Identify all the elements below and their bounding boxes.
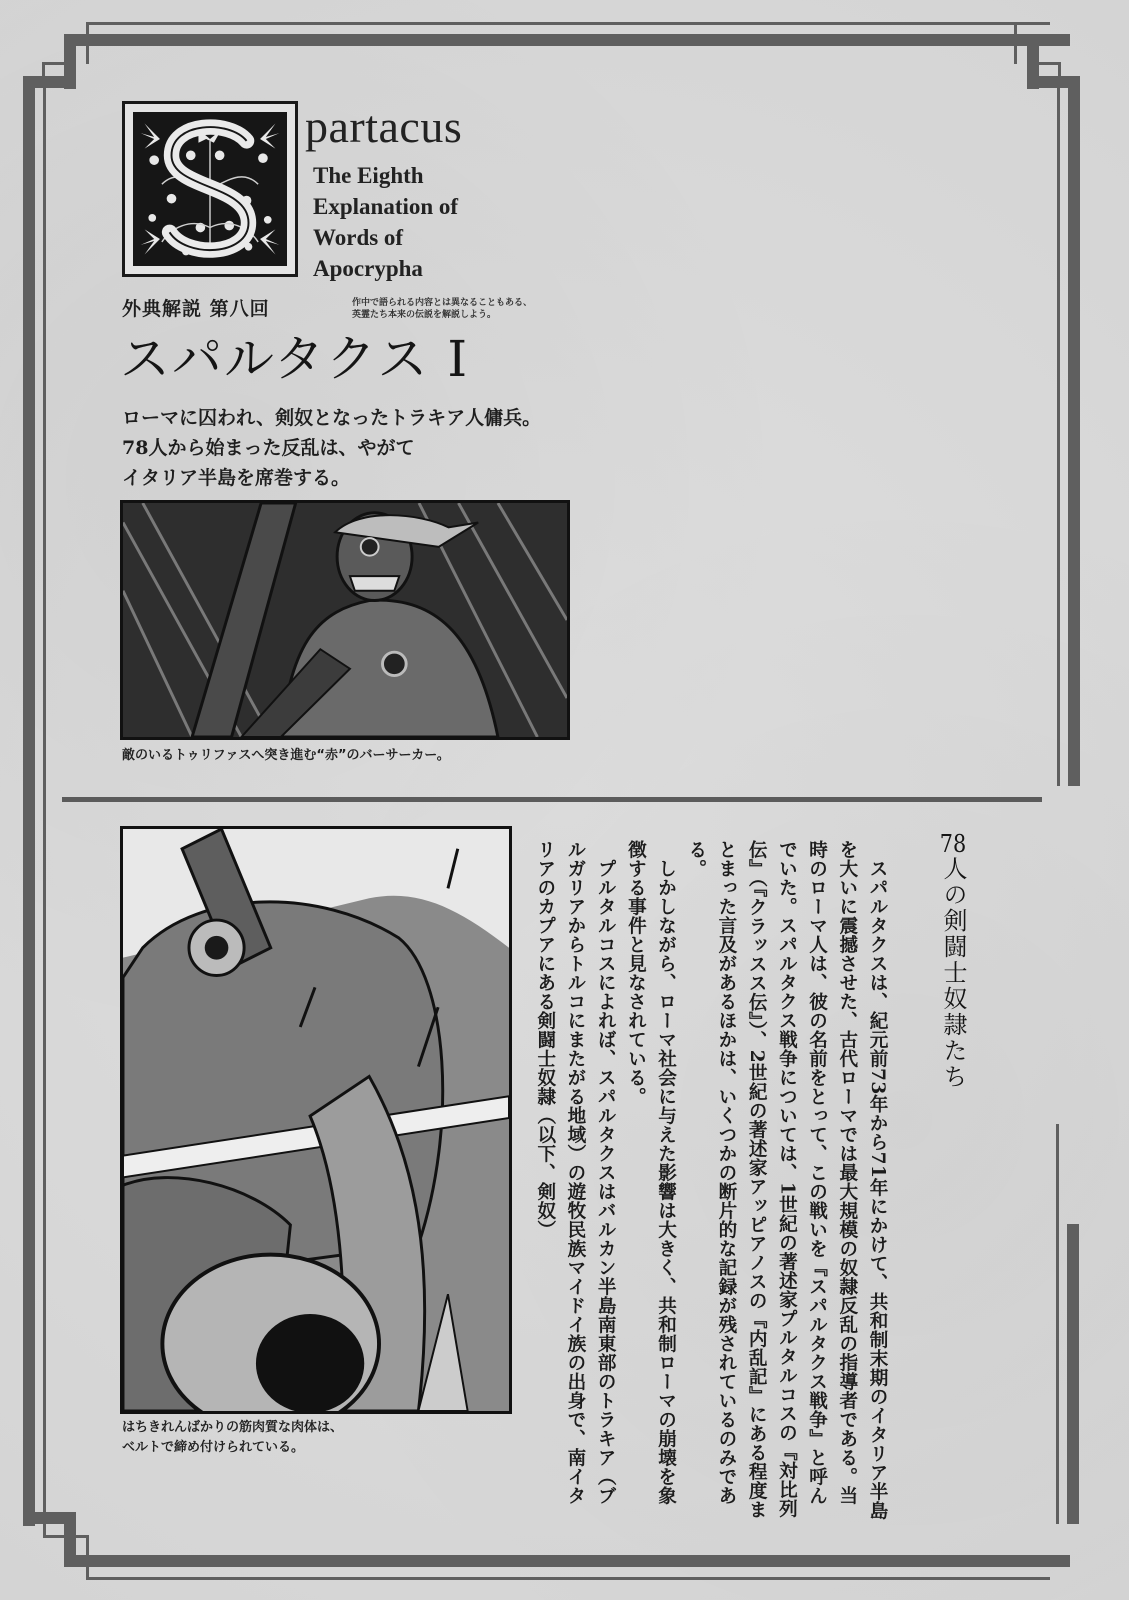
- frame-corner-tl: [42, 62, 64, 65]
- article-body: [532, 840, 892, 1520]
- heading-number: 78: [939, 832, 967, 856]
- subtitle-line: The Eighth: [313, 163, 424, 188]
- lead-line: 78人から始まった反乱は、やがて: [122, 437, 415, 459]
- lead-text: [122, 403, 662, 493]
- frame-right-lower-thick: [1067, 1224, 1079, 1524]
- series-label: 外典解説 第八回: [122, 298, 270, 320]
- illustration-berserker-torso: [120, 826, 512, 1414]
- frame-bottom-thick: [64, 1555, 1070, 1567]
- illustration-caption: [122, 1418, 343, 1458]
- heading-text: 人の剣闘士奴隷たち: [939, 856, 967, 1090]
- section-divider: [62, 797, 1042, 802]
- frame-top-thin: [86, 22, 1050, 25]
- series-note-line: 英霊たち本来の伝説を解説しよう。: [352, 310, 497, 320]
- floral-ornament-icon: [133, 112, 287, 266]
- subtitle-line: Words of: [313, 225, 404, 250]
- article-paragraph: スパルタクスは、紀元前73年から71年にかけて、共和制末期のイタリア半島を大いに震撼させた、古代ローマでは最大規模の奴隷反乱の指導者である。当時のローマ人は、彼の名前をとって、この戦いを『スパルタクス戦争』と呼んでいた。スパルタクス戦争については、1世紀の著述家プルタルコスの『対比列伝』（『クラッスス伝』）、2世紀の著述家アッピアノスの『内乱記』にある程度まとまった言及があるほかは、いくつかの断片的な記録が残されているのみである。: [685, 840, 888, 1520]
- subtitle-line: Apocrypha: [313, 256, 423, 281]
- illuminated-initial: [122, 101, 298, 277]
- frame-right-lower-thin: [1056, 1124, 1059, 1524]
- lead-line: イタリア半島を席巻する。: [122, 467, 351, 489]
- section-heading: [936, 832, 971, 1192]
- frame-corner-tl: [86, 22, 89, 64]
- frame-left-thin: [43, 88, 46, 1514]
- article-paragraph: しかしながら、ローマ社会に与えた影響は大きく、共和制ローマの崩壊を象徴する事件と見なされている。: [625, 840, 677, 1505]
- article-paragraph: プルタルコスによれば、スパルタクスはバルカン半島南東部のトラキア（ブルガリアからトルコにまたがる地域）の遊牧民族マイドイ族の出身で、南イタリアのカプアにある剣闘士奴隷（以下、剣奴）: [534, 840, 617, 1505]
- subtitle-english: [313, 160, 513, 284]
- frame-corner-tr: [1014, 22, 1017, 64]
- series-note: [352, 297, 592, 321]
- illustration-berserker-charging: [120, 500, 570, 740]
- page-title: スパルタクス Ⅰ: [120, 330, 470, 388]
- frame-right-thick: [1068, 76, 1080, 786]
- frame-bottom-thin: [86, 1577, 1050, 1580]
- frame-left-thick: [23, 76, 35, 1526]
- frame-right-thin: [1057, 88, 1060, 786]
- caption-line: ベルトで締め付けられている。: [122, 1440, 305, 1455]
- lead-line: ローマに囚われ、剣奴となったトラキア人傭兵。: [122, 407, 542, 429]
- frame-top-thick: [64, 34, 1070, 46]
- subtitle-line: Explanation of: [313, 194, 459, 219]
- caption-line: はちきれんばかりの筋肉質な肉体は、: [122, 1420, 344, 1435]
- illustration-caption: 敵のいるトゥリファスへ突き進む“赤”のバーサーカー。: [122, 748, 450, 763]
- title-english: partacus: [305, 101, 463, 152]
- series-note-line: 作中で語られる内容とは異なることもある、: [352, 298, 533, 308]
